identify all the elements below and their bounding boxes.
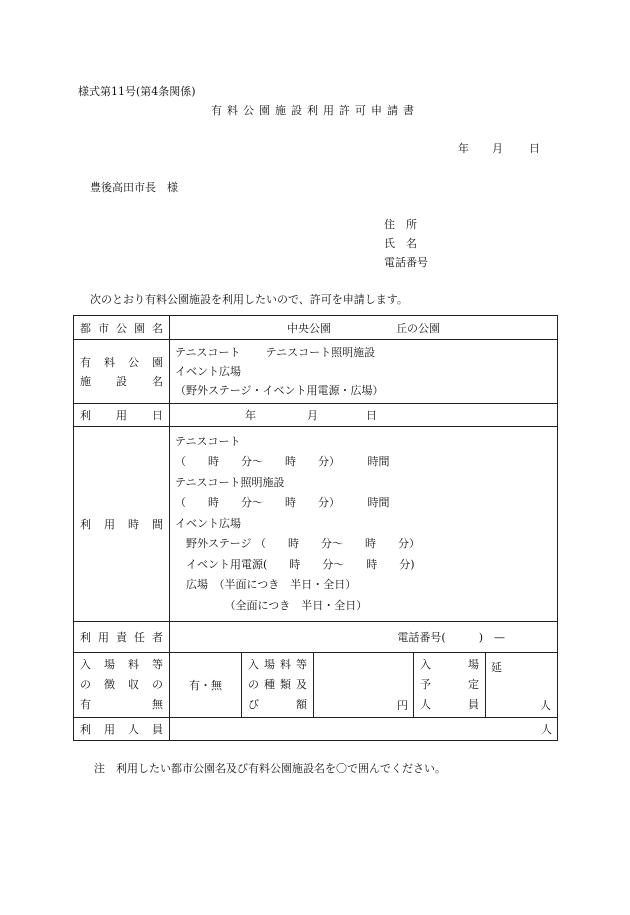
users-label: 利用人員 [74, 718, 170, 741]
facility-tennis-court[interactable]: テニスコート [175, 346, 241, 359]
name-label: 氏 名 [384, 237, 417, 250]
use-time-details[interactable] [170, 427, 558, 622]
phone-label: 電話番号 [384, 256, 428, 269]
use-date-month: 月 [307, 409, 318, 422]
application-table [73, 315, 558, 741]
expect-line2b: 定 [468, 678, 479, 691]
fee-amount[interactable]: 円 [314, 653, 414, 718]
footnote: 注 利用したい都市公園名及び有料公園施設名を〇で囲んでください。 [94, 762, 446, 775]
date-month: 月 [492, 142, 503, 155]
row-use-time [74, 427, 558, 622]
expect-line3a: 人 [420, 698, 431, 711]
facility-label-line2: 施設名 [80, 374, 163, 388]
use-time-line: 広場 （半面につき 半日・全日） [175, 578, 357, 592]
fee-yes-no[interactable]: 有・無 [170, 653, 242, 718]
row-fee [74, 653, 558, 718]
addressee: 豊後高田市長 様 [90, 181, 178, 194]
row-park-name [74, 316, 558, 340]
expect-line2a: 予 [420, 678, 431, 691]
fee-label-yes: 有 [80, 698, 91, 711]
row-facility [74, 340, 558, 404]
fee-label-line1: 入場料等 [80, 658, 163, 671]
row-use-date [74, 404, 558, 427]
row-users [74, 718, 558, 741]
park-option-oka[interactable]: 丘の公園 [396, 321, 440, 335]
persons-unit: 人 [540, 699, 552, 712]
use-time-line: （ 時 分～ 時 分） 時間 [175, 496, 390, 510]
use-time-label: 利用時間 [74, 427, 170, 622]
facility-options[interactable] [170, 340, 558, 404]
fee-type-line2: の種類及 [248, 678, 307, 691]
expected-visitors-label [414, 653, 486, 718]
use-time-line: イベント用電源( 時 分～ 時 分) [175, 557, 415, 571]
facility-event-plaza[interactable]: イベント広場 [175, 365, 241, 378]
use-date-day: 日 [366, 409, 377, 422]
fee-label-no: 無 [152, 698, 163, 711]
intro-text: 次のとおり有料公園施設を利用したいので、許可を申請します。 [90, 293, 408, 306]
facility-event-details[interactable]: （野外ステージ・イベント用電源・広場） [175, 384, 384, 397]
facility-label-line1: 有料公園 [80, 355, 163, 369]
address-label: 住 所 [384, 218, 417, 231]
total-label: 延 [491, 661, 502, 674]
fee-type-line1: 入場料等 [248, 658, 307, 671]
use-time-line: （ 時 分～ 時 分） 時間 [175, 455, 390, 469]
use-date-value[interactable] [170, 404, 558, 427]
fee-type-line3b: 額 [296, 698, 307, 711]
use-time-line: テニスコート照明施設 [175, 475, 285, 489]
form-title: 有料公園施設利用許可申請書 [211, 104, 419, 117]
use-date-year: 年 [245, 409, 256, 422]
use-time-line: （全面につき 半日・全日） [175, 598, 368, 612]
responsible-phone[interactable]: 電話番号( ) — [170, 622, 558, 653]
use-time-line: イベント広場 [175, 516, 241, 530]
fee-collection-label [74, 653, 170, 718]
use-date-label: 利用日 [74, 404, 170, 427]
form-number: 様式第11号(第4条関係) [78, 85, 196, 98]
park-name-label: 都市公園名 [74, 316, 170, 340]
park-name-options[interactable] [170, 316, 558, 340]
expect-line1b: 場 [468, 658, 479, 671]
date-day: 日 [529, 142, 540, 155]
facility-label [74, 340, 170, 404]
date-year: 年 [458, 142, 469, 155]
park-option-chuo[interactable]: 中央公園 [287, 321, 331, 335]
fee-type-label [242, 653, 314, 718]
responsible-label: 利用責任者 [74, 622, 170, 653]
use-time-line: 野外ステージ （ 時 分～ 時 分） [175, 537, 421, 551]
fee-type-line3a: び [248, 698, 259, 711]
expected-visitors-value[interactable] [486, 653, 558, 718]
use-time-line: テニスコート [175, 434, 241, 448]
users-count[interactable]: 人 [170, 718, 558, 741]
expect-line3b: 員 [468, 698, 479, 711]
row-responsible [74, 622, 558, 653]
fee-label-line2: の徴収の [80, 678, 163, 691]
expect-line1a: 入 [420, 658, 431, 671]
facility-tennis-lighting[interactable]: テニスコート照明施設 [265, 346, 376, 359]
